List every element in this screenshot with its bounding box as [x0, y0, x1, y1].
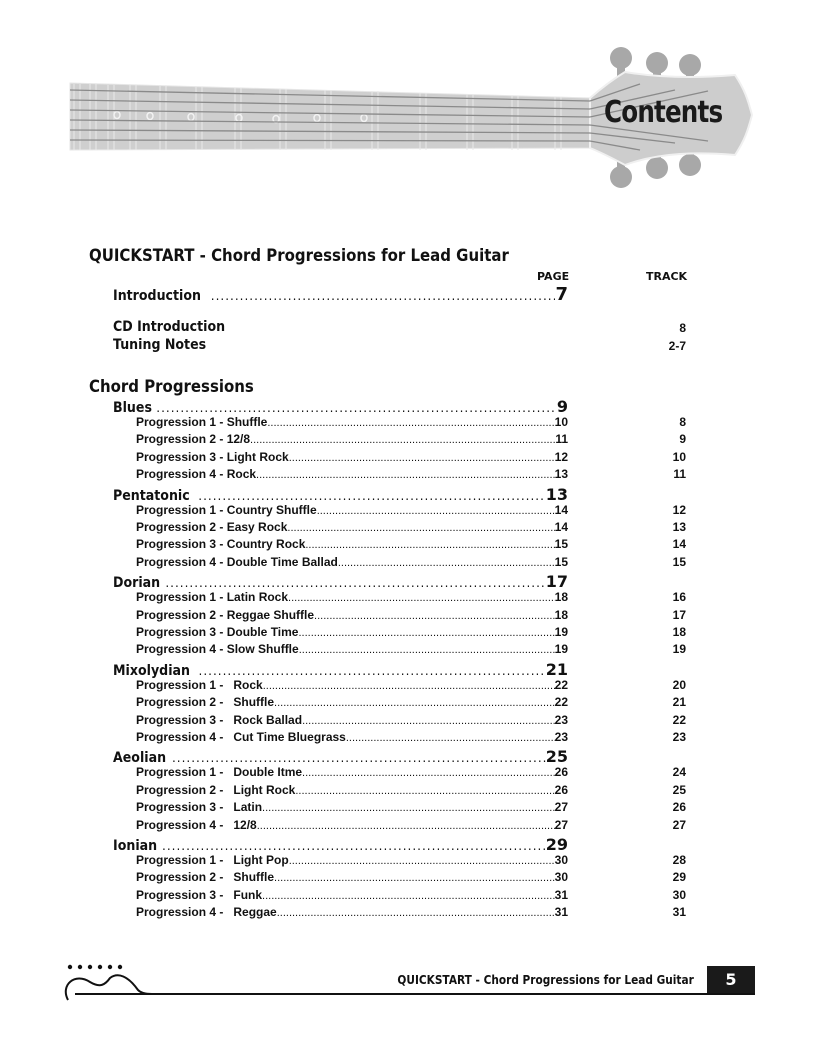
entry-track: 31	[672, 905, 686, 920]
dot-leader	[172, 751, 546, 765]
dot-leader	[250, 434, 555, 446]
entry-page: 30	[554, 870, 568, 885]
footer-book-title: QUICKSTART - Chord Progressions for Lead Guitar	[397, 973, 694, 987]
entry-label: Progression 1 - Country Shuffle	[136, 502, 317, 517]
entry-track: 17	[672, 607, 686, 622]
entry-track: 28	[672, 853, 686, 867]
entry-page: 7	[555, 284, 568, 305]
toc-entry[interactable]	[136, 432, 568, 446]
dot-leader	[263, 680, 555, 692]
dot-leader	[305, 539, 554, 551]
toc-entry[interactable]	[136, 695, 568, 709]
toc-entry[interactable]	[136, 415, 568, 429]
section-page: 29	[545, 835, 568, 854]
entry-label: Progression 4 - 12/8	[136, 817, 257, 832]
dot-leader	[338, 557, 555, 569]
toc-section-pentatonic[interactable]	[113, 485, 568, 504]
entry-label: Progression 2 - Light Rock	[136, 782, 296, 797]
dot-leader	[256, 469, 555, 481]
entry-track: 22	[672, 712, 686, 727]
entry-label: Progression 3 - Latin	[136, 800, 263, 815]
dot-leader	[156, 401, 557, 415]
section-label: Mixolydian	[113, 662, 190, 679]
entry-track: 27	[672, 817, 686, 832]
entry-track: 19	[672, 642, 686, 657]
chapter-heading: Chord Progressions	[89, 377, 254, 397]
dot-leader	[211, 289, 556, 303]
entry-label: Progression 2 - Easy Rock	[136, 520, 288, 534]
entry-page: 27	[554, 800, 568, 815]
dot-leader	[314, 610, 555, 622]
toc-section-blues[interactable]	[113, 397, 568, 416]
entry-track: 24	[672, 765, 686, 780]
entry-label: Progression 2 - 12/8	[136, 432, 251, 447]
entry-page: 12	[554, 449, 568, 464]
contents-banner	[0, 0, 816, 200]
section-page: 13	[545, 484, 568, 504]
cd-item-track: 8	[679, 321, 686, 335]
entry-page: 22	[554, 677, 568, 692]
entry-track: 30	[672, 887, 686, 902]
entry-track: 26	[672, 800, 686, 815]
section-label: Dorian	[113, 575, 161, 592]
entry-label: Progression 3 - Rock Ballad	[136, 712, 303, 727]
entry-track: 23	[672, 730, 686, 744]
toc-entry-introduction[interactable]	[113, 284, 568, 305]
toc-entry[interactable]	[136, 642, 568, 656]
entry-label: Progression 1 - Rock	[136, 677, 263, 692]
entry-label: Progression 4 - Reggae	[136, 905, 277, 920]
toc-entry[interactable]	[136, 608, 568, 622]
entry-page: 11	[555, 432, 568, 447]
entry-track: 20	[672, 677, 686, 692]
cd-item-track: 2-7	[668, 339, 686, 353]
entry-page: 31	[554, 887, 568, 902]
entry-label: Progression 1 - Latin Rock	[136, 590, 289, 605]
dot-leader	[162, 839, 546, 853]
toc-section-aeolian[interactable]	[113, 747, 568, 766]
toc-entry[interactable]	[136, 800, 568, 814]
entry-label: Introduction	[113, 288, 201, 304]
entry-track: 14	[672, 537, 686, 552]
entry-track: 16	[672, 590, 686, 605]
toc-entry[interactable]	[136, 818, 568, 832]
page-column-header: PAGE	[537, 270, 570, 283]
entry-page: 30	[554, 853, 568, 867]
entry-page: 10	[554, 415, 568, 429]
toc-section-dorian[interactable]	[113, 572, 568, 591]
dot-leader	[287, 522, 554, 534]
toc-entry[interactable]	[136, 537, 568, 551]
entry-label: Progression 2 - Shuffle	[136, 695, 275, 710]
entry-page: 15	[554, 554, 568, 569]
footer-page-number: 5	[707, 966, 755, 993]
toc-section-mixolydian[interactable]	[113, 660, 568, 679]
entry-label: Progression 3 - Country Rock	[136, 537, 306, 552]
entry-page: 19	[554, 642, 568, 657]
toc-section-ionian[interactable]	[113, 835, 568, 854]
entry-label: Progression 4 - Rock	[136, 467, 257, 482]
entry-track: 9	[679, 432, 686, 447]
dot-leader	[274, 872, 555, 884]
section-label: Aeolian	[113, 750, 167, 767]
dot-leader	[288, 592, 555, 604]
entry-label: Progression 1 - Shuffle	[136, 415, 268, 429]
dot-leader	[346, 732, 555, 744]
toc-entry[interactable]	[136, 713, 568, 727]
toc-entry[interactable]	[136, 678, 568, 692]
entry-page: 26	[554, 782, 568, 797]
entry-label: Progression 2 - Reggae Shuffle	[136, 607, 315, 622]
toc-entry[interactable]	[136, 905, 568, 919]
entry-track: 29	[672, 870, 686, 885]
entry-label: Progression 3 - Light Rock	[136, 449, 289, 464]
dot-leader	[298, 627, 554, 639]
section-label: Pentatonic	[113, 487, 190, 504]
entry-label: Progression 3 - Funk	[136, 887, 263, 902]
dot-leader	[277, 907, 555, 919]
dot-leader	[317, 505, 555, 517]
dot-leader	[165, 576, 545, 590]
dot-leader	[262, 890, 555, 902]
toc-entry[interactable]	[136, 590, 568, 604]
entry-track: 21	[672, 695, 686, 710]
dot-leader	[299, 644, 555, 656]
section-label: Blues	[113, 400, 152, 416]
book-title-heading: QUICKSTART - Chord Progressions for Lead Guitar	[89, 246, 509, 266]
toc-entry[interactable]	[136, 467, 568, 481]
cd-item-label: Tuning Notes	[113, 337, 207, 353]
entry-label: Progression 3 - Double Time	[136, 625, 299, 639]
entry-page: 26	[554, 765, 568, 780]
toc-entry[interactable]	[136, 730, 568, 744]
entry-page: 23	[554, 712, 568, 727]
entry-track: 15	[672, 554, 686, 569]
entry-track: 18	[672, 625, 686, 639]
page-title: Contents	[604, 95, 723, 130]
entry-label: Progression 1 - Double Itme	[136, 765, 303, 780]
toc-entry[interactable]	[136, 853, 568, 867]
toc-entry[interactable]	[136, 520, 568, 534]
toc-entry[interactable]	[136, 870, 568, 884]
entry-page: 18	[554, 590, 568, 605]
toc-entry[interactable]	[136, 783, 568, 797]
section-page: 9	[556, 397, 568, 416]
entry-track: 10	[672, 449, 686, 464]
section-page: 21	[545, 659, 568, 679]
dot-leader	[257, 820, 555, 832]
dot-leader	[199, 664, 546, 678]
guitar-outline-icon	[60, 960, 160, 1010]
section-page: 25	[545, 747, 568, 767]
dot-leader	[198, 489, 545, 503]
entry-track: 11	[673, 467, 686, 482]
toc-entry[interactable]	[136, 555, 568, 569]
entry-track: 8	[679, 415, 686, 429]
entry-page: 22	[554, 695, 568, 710]
dot-leader	[262, 802, 555, 814]
dot-leader	[274, 697, 555, 709]
entry-label: Progression 4 - Double Time Ballad	[136, 554, 338, 569]
entry-label: Progression 4 - Cut Time Bluegrass	[136, 730, 346, 744]
dot-leader	[302, 715, 555, 727]
toc-entry[interactable]	[136, 450, 568, 464]
toc-entry[interactable]	[136, 765, 568, 779]
cd-item-label: CD Introduction	[113, 319, 226, 335]
dot-leader	[267, 417, 554, 429]
entry-page: 23	[554, 730, 568, 744]
entry-page: 15	[554, 537, 568, 552]
toc-entry[interactable]	[136, 888, 568, 902]
entry-page: 14	[554, 520, 568, 534]
dot-leader	[289, 855, 555, 867]
section-label: Ionian	[113, 838, 158, 854]
entry-label: Progression 1 - Light Pop	[136, 853, 289, 867]
entry-page: 18	[554, 607, 568, 622]
entry-track: 13	[672, 520, 686, 534]
footer-rule	[75, 993, 755, 995]
toc-entry[interactable]	[136, 503, 568, 517]
entry-label: Progression 4 - Slow Shuffle	[136, 642, 299, 657]
entry-page: 19	[554, 625, 568, 639]
dot-leader	[289, 452, 555, 464]
entry-page: 27	[554, 817, 568, 832]
section-page: 17	[545, 572, 568, 592]
dot-leader	[295, 785, 554, 797]
entry-page: 13	[554, 467, 568, 482]
entry-page: 31	[554, 905, 568, 920]
entry-track: 12	[672, 502, 686, 517]
dot-leader	[302, 767, 555, 779]
entry-track: 25	[672, 782, 686, 797]
toc-entry[interactable]	[136, 625, 568, 639]
entry-label: Progression 2 - Shuffle	[136, 870, 275, 885]
track-column-header: TRACK	[646, 270, 688, 283]
entry-page: 14	[554, 502, 568, 517]
